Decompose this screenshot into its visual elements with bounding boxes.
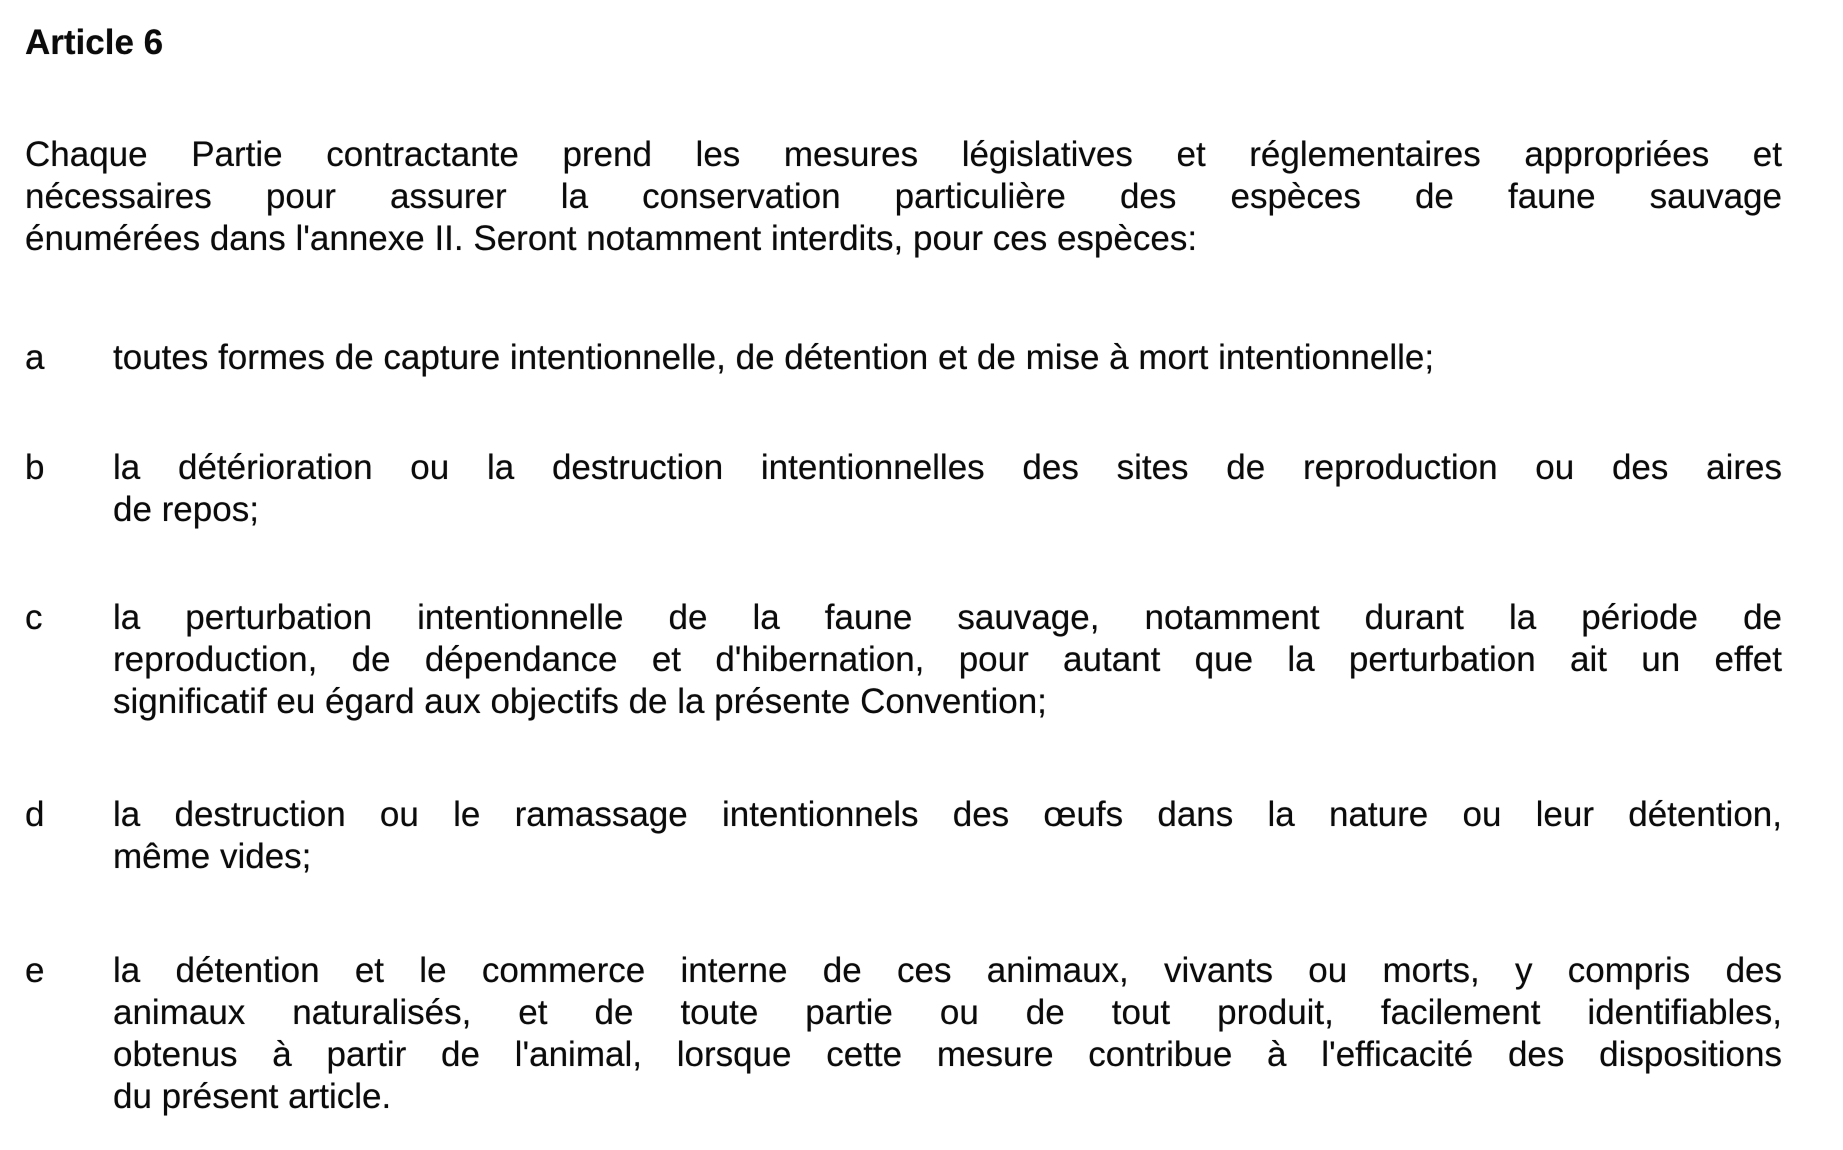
text-line: la détention et le commerce interne de ces animaux, vivants ou morts, y compris des	[113, 951, 1782, 990]
item-text	[113, 337, 1782, 379]
text-line: significatif eu égard aux objectifs de la présente Convention;	[113, 682, 1047, 721]
item-text	[113, 597, 1782, 723]
text-line: de repos;	[113, 490, 259, 529]
article-title: Article 6	[25, 23, 164, 62]
item-text	[113, 794, 1782, 878]
list-item-b	[25, 447, 1782, 531]
text-line: la détérioration ou la destruction intentionnelles des sites de reproduction ou des aires	[113, 448, 1782, 487]
intro-paragraph	[25, 134, 1782, 260]
item-letter: e	[25, 951, 45, 990]
text-line: obtenus à partir de l'animal, lorsque cette mesure contribue à l'efficacité des dispositions	[113, 1035, 1782, 1074]
text-line: nécessaires pour assurer la conservation particulière des espèces de faune sauvage	[25, 177, 1782, 216]
item-text	[113, 447, 1782, 531]
text-line: même vides;	[113, 837, 312, 876]
text-line: Chaque Partie contractante prend les mesures législatives et réglementaires appropriées et	[25, 135, 1782, 174]
item-letter: d	[25, 795, 45, 834]
list-item-c	[25, 597, 1782, 723]
item-letter: b	[25, 448, 45, 487]
text-line: la destruction ou le ramassage intentionnels des œufs dans la nature ou leur détention,	[113, 795, 1782, 834]
text-line: toutes formes de capture intentionnelle, de détention et de mise à mort intentionnelle;	[113, 338, 1435, 377]
text-line: du présent article.	[113, 1077, 392, 1116]
item-text	[113, 950, 1782, 1118]
text-line: énumérées dans l'annexe II. Seront notamment interdits, pour ces espèces:	[25, 219, 1198, 258]
item-letter: c	[25, 598, 43, 637]
list-item-d	[25, 794, 1782, 878]
item-letter: a	[25, 338, 45, 377]
text-line: animaux naturalisés, et de toute partie ou de tout produit, facilement identifiables,	[113, 993, 1782, 1032]
text-line: la perturbation intentionnelle de la faune sauvage, notamment durant la période de	[113, 598, 1782, 637]
list-item-e	[25, 950, 1782, 1118]
list-item-a	[25, 337, 1782, 379]
text-line: reproduction, de dépendance et d'hibernation, pour autant que la perturbation ait un effet	[113, 640, 1782, 679]
